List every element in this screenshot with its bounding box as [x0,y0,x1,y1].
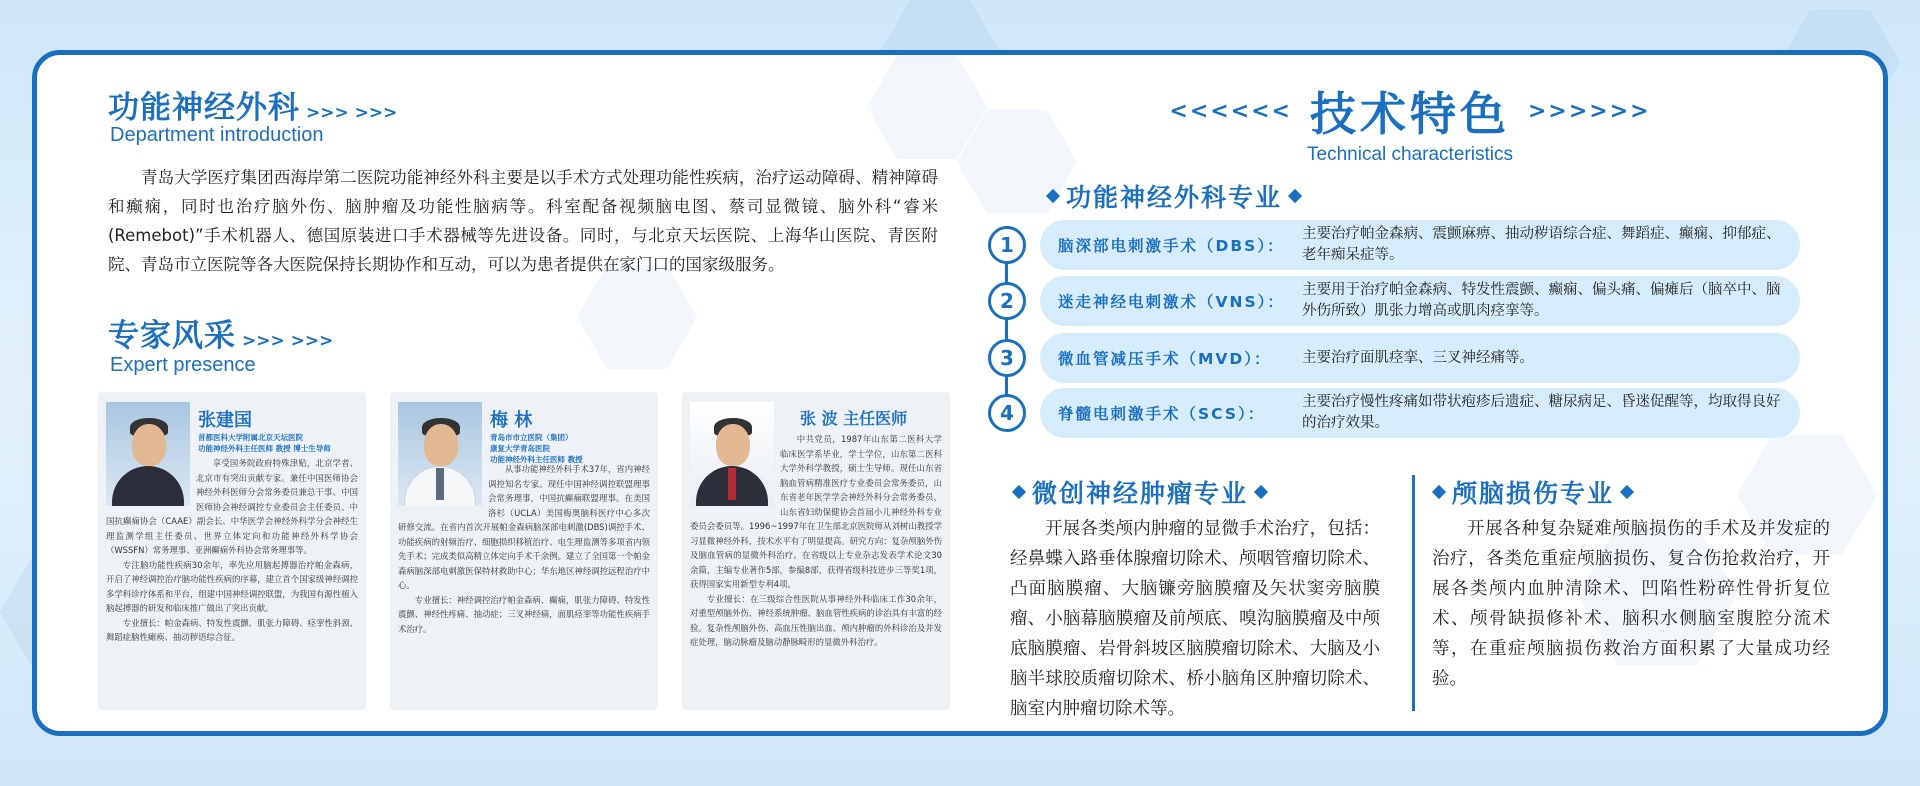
experts-title-arrows: >>> >>> [242,331,334,351]
expert-affiliation-line: 康复大学青岛医院 [490,444,550,453]
intro-title [108,82,397,127]
injury-heading [1426,474,1640,510]
experts-title [108,310,333,355]
expert-affiliation [490,432,650,465]
tumor-heading [1006,474,1274,510]
injury-heading-text: 颅脑损伤专业 [1452,479,1615,508]
panel-hexagon [577,265,697,369]
experts-subtitle: Expert presence [110,354,256,376]
expert-bio [398,462,650,636]
expert-card [390,392,658,710]
expert-card [682,392,950,710]
photo-head [424,424,458,466]
expert-affiliation-line: 青岛市市立医院（集团） [490,433,573,442]
experts-title-text: 专家风采 [108,318,236,354]
functional-heading-text: 功能神经外科专业 [1066,183,1283,212]
technique-item [1040,276,1800,326]
expert-bio-paragraph: 中共党员，1987年山东第二医科大学临床医学系毕业，学士学位，山东第二医科大学外科学教授，硕士生导师。现任山东省脑血管病精准医疗专业委员会常务委员，山东省老年医学学会神经外科分会常务委员，山东省妇幼保健协会首届小儿神经外科专业委员会委员等。1996~1997年在卫生部北京医院师从刘树山教授学习显微神经外科，技术水平有了明显提高。研究方向：复杂颅脑外伤及脑血管病的显微外科治疗。在省级以上专业杂志发表学术论文30余篇，主编专业著作5部，参编8部，获得省级科技进步三等奖1项，获得国家实用新型专利4项。 [690,434,942,589]
expert-bio-paragraph: 享受国务院政府特殊津贴，北京学者、北京市有突出贡献专家。兼任中国医师协会神经外科医师分会常务委员兼总干事、中国医师协会神经调控专业委员会主任委员、中国抗癫痫协会（CAAE）副会长、中华医学会神经外科学分会神经生理监测学组主任委员、世界立体定向和功能神经外科学协会（WSSFN）常务理事、亚洲癫痫外科协会常务理事等。 [106,458,358,555]
technique-name: 脊髓电刺激手术（SCS）： [1058,405,1266,423]
expert-name: 张建国 [198,410,252,431]
diamond-icon [1288,189,1302,203]
expert-bio [690,432,942,650]
intro-subtitle: Department introduction [110,124,324,146]
intro-title-text: 功能神经外科 [108,90,300,126]
technique-name: 迷走神经电刺激术（VNS）： [1058,293,1285,311]
technique-item [1040,220,1800,270]
diamond-icon [1432,485,1446,499]
intro-text: 青岛大学医疗集团西海岸第二医院功能神经外科主要是以手术方式处理功能性疾病，治疗运动障碍、精神障碍和癫痫，同时也治疗脑外伤、脑肿瘤及功能性脑病等。科室配备视频脑电图、蔡司显微镜、脑外科“睿米(Remebot)”手术机器人、德国原装进口手术器械等先进设备。同时，与北京天坛医院、上海华山医院、青医附院、青岛市立医院等各大医院保持长期协作和互动，可以为患者提供在家门口的国家级服务。 [108,168,938,274]
expert-bio-paragraph: 专业擅长：在三级综合性医院从事神经外科临床工作30余年，对重型颅脑外伤、神经系统肿瘤、脑血管性疾病的诊治具有丰富的经验。复杂性颅脑外伤、高血压性脑出血、颅内肿瘤的外科诊治及并发症处理，脑动脉瘤及脑动静脉畸形的显微外科治疗。 [690,593,942,647]
expert-card [98,392,366,710]
bio-spacer [690,432,780,510]
expert-affiliation [198,432,358,454]
expert-name: 张 波 主任医师 [800,409,908,428]
technique-item [1040,388,1800,438]
expert-bio-paragraph: 专业擅长：神经调控治疗帕金森病、癫痫，肌张力障碍、特发性震颤、神经性疼痛、抽动症；三叉神经痛，面肌痉挛等功能性疾病手术治疗。 [398,594,650,634]
expert-bio [106,456,358,645]
column-divider [1412,475,1415,711]
injury-text: 开展各种复杂疑难颅脑损伤的手术及并发症的治疗，各类危重症颅脑损伤、复合伤抢救治疗，开展各类颅内血肿清除术、凹陷性粉碎性骨折复位术、颅骨缺损修补术、脑积水侧脑室腹腔分流术等，在重症颅脑损伤救治方面积累了大量成功经验。 [1432,519,1830,689]
diamond-icon [1620,485,1634,499]
technique-name: 脑深部电刺激手术（DBS）： [1058,237,1285,255]
expert-bio-paragraph: 从事功能神经外科手术37年，省内神经调控知名专家。现任中国神经调控联盟理事会常务理事，中国抗癫痫联盟理事。在美国洛杉（UCLA）美国梅奥脑科医疗中心多次研修交流。在省内首次开展帕金森病脑深部电刺激(DBS)调控手术、功能疾病的射频治疗、细胞损织移植治疗、电生理监测等多项省内领先手术；完成类似高精立体定向手术千余例。建立了全国第一个帕金森病脑深部电刺激医保特材救助中心；华东地区神经调控远程治疗中心。 [398,464,650,590]
diamond-icon [1012,485,1026,499]
bio-spacer [398,462,488,506]
tech-subtitle: Technical characteristics [1307,144,1513,165]
bio-spacer [106,456,196,508]
expert-name: 梅 林 [490,410,533,431]
technique-description: 主要用于治疗帕金森病、特发性震颤、癫痫、偏头痛、偏瘫后（脑卒中、脑外伤所致）肌张力增高或肌肉痉挛等。 [1302,282,1781,319]
expert-bio-paragraph: 专注脑功能性疾病30余年，率先应用脑起搏器治疗帕金森病，开启了神经调控治疗脑功能性疾病的序幕，建立首个国家级神经调控多学科诊疗体系和平台，组建中国神经调控联盟，为我国有源性植入脑起搏器的研发和临床推广做出了突出贡献。 [106,559,358,613]
expert-affiliation-line: 功能神经外科主任医师 教授 博士生导师 [198,444,331,453]
item-number: 1 [988,226,1026,264]
tech-title-arrows-right: >>>>>> [1528,98,1651,124]
technique-description: 主要治疗面肌痉挛、三叉神经痛等。 [1302,349,1534,366]
item-number: 3 [988,339,1026,377]
item-number: 4 [988,394,1026,432]
diamond-icon [1046,189,1060,203]
technique-name: 微血管减压手术（MVD）： [1058,350,1272,368]
item-number: 2 [988,282,1026,320]
diamond-icon [1254,485,1268,499]
tumor-text: 开展各类颅内肿瘤的显微手术治疗，包括：经鼻蝶入路垂体腺瘤切除术、颅咽管瘤切除术、凸面脑膜瘤、大脑镰旁脑膜瘤及矢状窦旁脑膜瘤、小脑幕脑膜瘤及前颅底、嗅沟脑膜瘤及中颅底脑膜瘤、岩骨斜坡区脑膜瘤切除术、大脑及小脑半球胶质瘤切除术、桥小脑角区肿瘤切除术、脑室内肿瘤切除术等。 [1010,519,1380,719]
tech-title-text: 技术特色 [1310,87,1510,141]
technique-item [1040,333,1800,383]
technique-description: 主要治疗帕金森病、震颤麻痹、抽动秽语综合症、舞蹈症、癫痫、抑郁症、老年痴呆症等。 [1302,226,1781,263]
functional-heading [1040,178,1308,214]
technique-description: 主要治疗慢性疼痛如带状疱疹后遗症、糖尿病足、昏迷促醒等，均取得良好的治疗效果。 [1302,394,1781,431]
expert-affiliation-line: 首都医科大学附属北京天坛医院 [198,433,303,442]
tech-title [1150,78,1670,144]
intro-title-arrows: >>> >>> [306,103,398,123]
tumor-heading-text: 微创神经肿瘤专业 [1032,479,1249,508]
expert-bio-paragraph: 专业擅长：帕金森病、特发性震颤、肌张力障碍、痉挛性斜颈、舞蹈症脑性瘫痪、抽动秽语综合征。 [106,617,358,642]
tech-title-arrows-left: <<<<<< [1169,98,1292,124]
expert-affiliation-line: 功能神经外科主任医师 教授 [490,455,583,464]
